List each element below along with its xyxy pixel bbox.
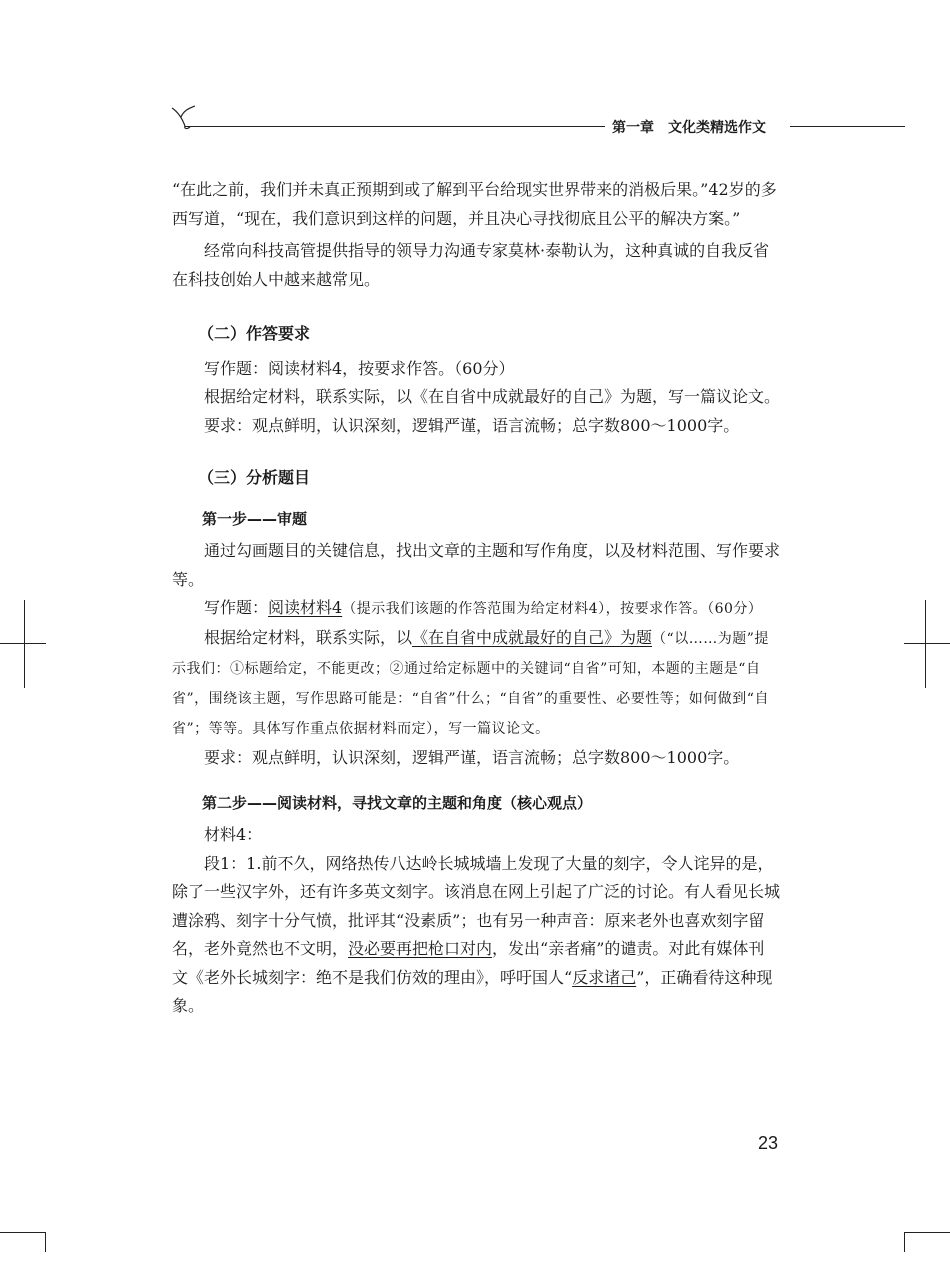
material-label: 材料4：	[204, 825, 263, 844]
material-paragraph	[172, 850, 780, 1021]
text-run: ，发出“亲者痛”的谴责。对此有媒体刊文《老外长城刻字：绝不是我们仿效的理由》，呼吁国人“	[172, 939, 765, 987]
crop-mark	[904, 643, 950, 644]
section-heading: （三）分析题目	[198, 468, 311, 487]
intro-paragraph: 经常向科技高管提供指导的领导力沟通专家莫林·泰勒认为，这种真诚的自我反省在科技创始人中越来越常见。	[172, 241, 770, 289]
crop-mark	[904, 1232, 905, 1252]
page-number: 23	[758, 1133, 779, 1153]
crop-mark	[0, 643, 46, 644]
intro-paragraph: “在此之前，我们并未真正预期到或了解到平台给现实世界带来的消极后果。”42岁的多西写道，“现在，我们意识到这样的问题，并且决心寻找彻底且公平的解决方案。”	[172, 180, 777, 228]
question-line: 根据给定材料，联系实际，以《在自省中成就最好的自己》为题，写一篇议论文。	[204, 387, 781, 406]
crop-mark	[925, 600, 926, 688]
page-content	[172, 176, 780, 1021]
header-rule-left	[185, 126, 605, 127]
leaf-ornament-icon	[168, 100, 198, 132]
crop-mark	[0, 1232, 46, 1233]
question-line: 写作题：阅读材料4，按要求作答。（60分）	[204, 358, 515, 378]
underlined-text: 阅读材料4	[268, 598, 343, 617]
crop-mark	[45, 1232, 46, 1252]
text-run: 段1：1.前不久，网络热传八达岭长城城墙上发现了大量的刻字，令人诧异的是，除了一些汉字外，还有许多英文刻字。该消息在网上引起了广泛的讨论。有人看见长城遭涂鸦、刻字十分气愤，批评其“没素质”；也有另一种声音：原来老外也喜欢刻字留名，老外竟然也不文明，	[172, 853, 781, 958]
underlined-text: 没必要再把枪口对内	[348, 939, 493, 958]
underlined-text: 《在自省中成就最好的自己》为题	[412, 628, 653, 647]
step-paragraph	[172, 624, 780, 744]
section-heading: （二）作答要求	[198, 324, 311, 343]
header-rule-right	[790, 126, 905, 127]
step-heading: 第一步——审题	[202, 509, 308, 528]
chapter-title: 第一章 文化类精选作文	[612, 120, 766, 136]
step-heading: 第二步——阅读材料，寻找文章的主题和角度（核心观点）	[202, 793, 593, 812]
text-run: （“以……为题”提示我们：①标题给定，不能更改；②通过给定标题中的关键词“自省”可知，本题的主题是“自省”，围绕该主题，写作思路可能是：“自省”什么；“自省”的重要性、必要性等；如何做到“自省”；等等。具体写作重点依据材料而定），写一篇议论文。	[172, 631, 769, 737]
text-run: 根据给定材料，联系实际，以	[204, 628, 413, 647]
crop-mark	[904, 1232, 950, 1233]
text-run: （提示我们该题的作答范围为给定材料4），按要求作答。（60分）	[342, 601, 763, 617]
step-paragraph: 要求：观点鲜明，认识深刻，逻辑严谨，语言流畅；总字数800～1000字。	[204, 748, 740, 767]
step-paragraph	[172, 594, 780, 624]
crop-mark	[24, 600, 25, 688]
question-line: 要求：观点鲜明，认识深刻，逻辑严谨，语言流畅；总字数800～1000字。	[204, 415, 740, 435]
text-run: ”，正确看待这种现象。	[172, 967, 773, 1015]
step-paragraph: 通过勾画题目的关键信息，找出文章的主题和写作角度，以及材料范围、写作要求等。	[172, 541, 781, 589]
underlined-text: 反求诸己	[572, 967, 637, 987]
text-run: 写作题：	[204, 598, 269, 617]
